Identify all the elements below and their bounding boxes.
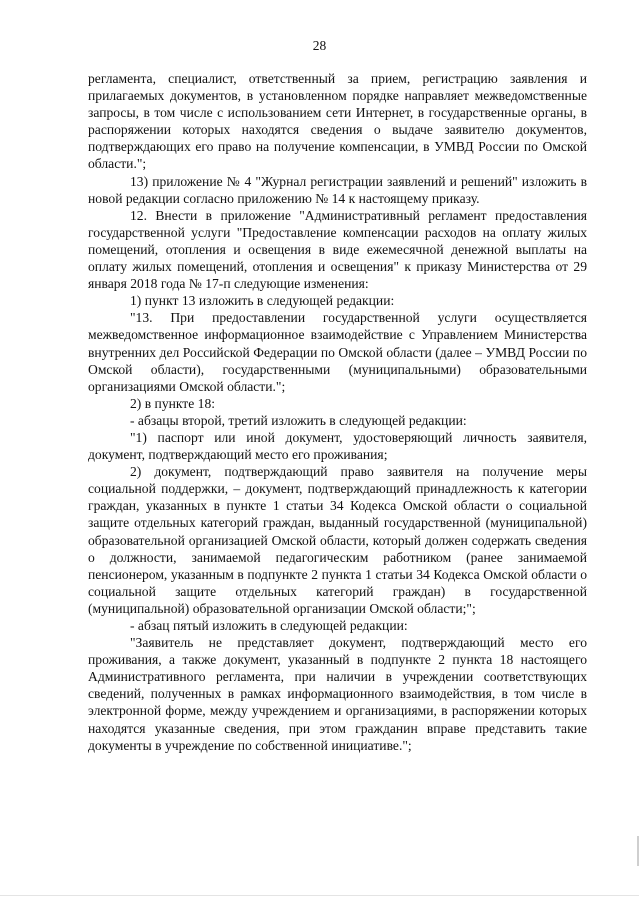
paragraph-quote-13: "13. При предоставлении государственной услуги осуществляется межведомственное информационное взаимодействие с Управлением Министерства внутренних дел Российской Федерации по Омской области (далее – УМВД России по Омской области), государственными (муниципальными) образовательными организациями Омской области.";: [88, 310, 587, 394]
paragraph-continuation: регламента, специалист, ответственный за прием, регистрацию заявления и прилагаемых документов, в установленном порядке направляет межведомственные запросы, в том числе с использованием сети Интернет, в государственные органы, в распоряжении которых находятся сведения о выдаче заявителю документов, подтверждающих его право на получение компенсации, в УМВД России по Омской области.";: [88, 71, 587, 172]
paragraph-quote-1: "1) паспорт или иной документ, удостоверяющий личность заявителя, документ, подтверждающий место его проживания;: [88, 429, 587, 463]
paragraph-subpoint-abzatsy: - абзацы второй, третий изложить в следующей редакции:: [130, 412, 467, 428]
paragraph-point-1: 1) пункт 13 изложить в следующей редакции:: [130, 293, 395, 309]
page-number: 28: [312, 38, 327, 53]
scan-bottom-edge: [0, 895, 639, 896]
paragraph-point-2: 2) в пункте 18:: [130, 395, 216, 411]
paragraph-quote-2: 2) документ, подтверждающий право заявителя на получение меры социальной поддержки, – документ, подтверждающий принадлежность к категории граждан, указанных в пункте 1 статьи 34 Кодекса Омской области о социальной защите отдельных категорий граждан, выданный государственной (муниципальной) образовательной организацией Омской области, который должен содержать сведения о должности, занимаемой педагогическим работником (ранее занимаемой пенсионером, указанным в подпункте 2 пункта 1 статьи 34 Кодекса Омской области о социальной защите отдельных категорий граждан) в государственной (муниципальной) образовательной организации Омской области;";: [88, 464, 587, 616]
paragraph-quote-applicant: "Заявитель не представляет документ, подтверждающий место его проживания, а также документ, указанный в подпункте 2 пункта 18 настоящего Административного регламента, при наличии в учреждении соответствующих сведений, полученных в рамках информационного взаимодействия, в том числе в электронной форме, между учреждением и организациями, в распоряжении которых находятся указанные сведения, при этом гражданин вправе представить такие документы в учреждение по собственной инициативе.";: [88, 635, 587, 753]
document-body: [88, 70, 587, 754]
paragraph-subpoint-abzats-5: - абзац пятый изложить в следующей редакции:: [130, 618, 408, 633]
paragraph-section-12: 12. Внести в приложение "Административный регламент предоставления государственной услуги "Предоставление компенсации расходов на оплату жилых помещений, отопления и освещения в виде ежемесячной денежной выплаты на оплату жилых помещений, отопления и освещения" к приказу Министерства от 29 января 2018 года № 17-п следующие изменения:: [88, 207, 587, 292]
paragraph-item-13: 13) приложение № 4 "Журнал регистрации заявлений и решений" изложить в новой редакции согласно приложению № 14 к настоящему приказу.: [88, 173, 587, 206]
